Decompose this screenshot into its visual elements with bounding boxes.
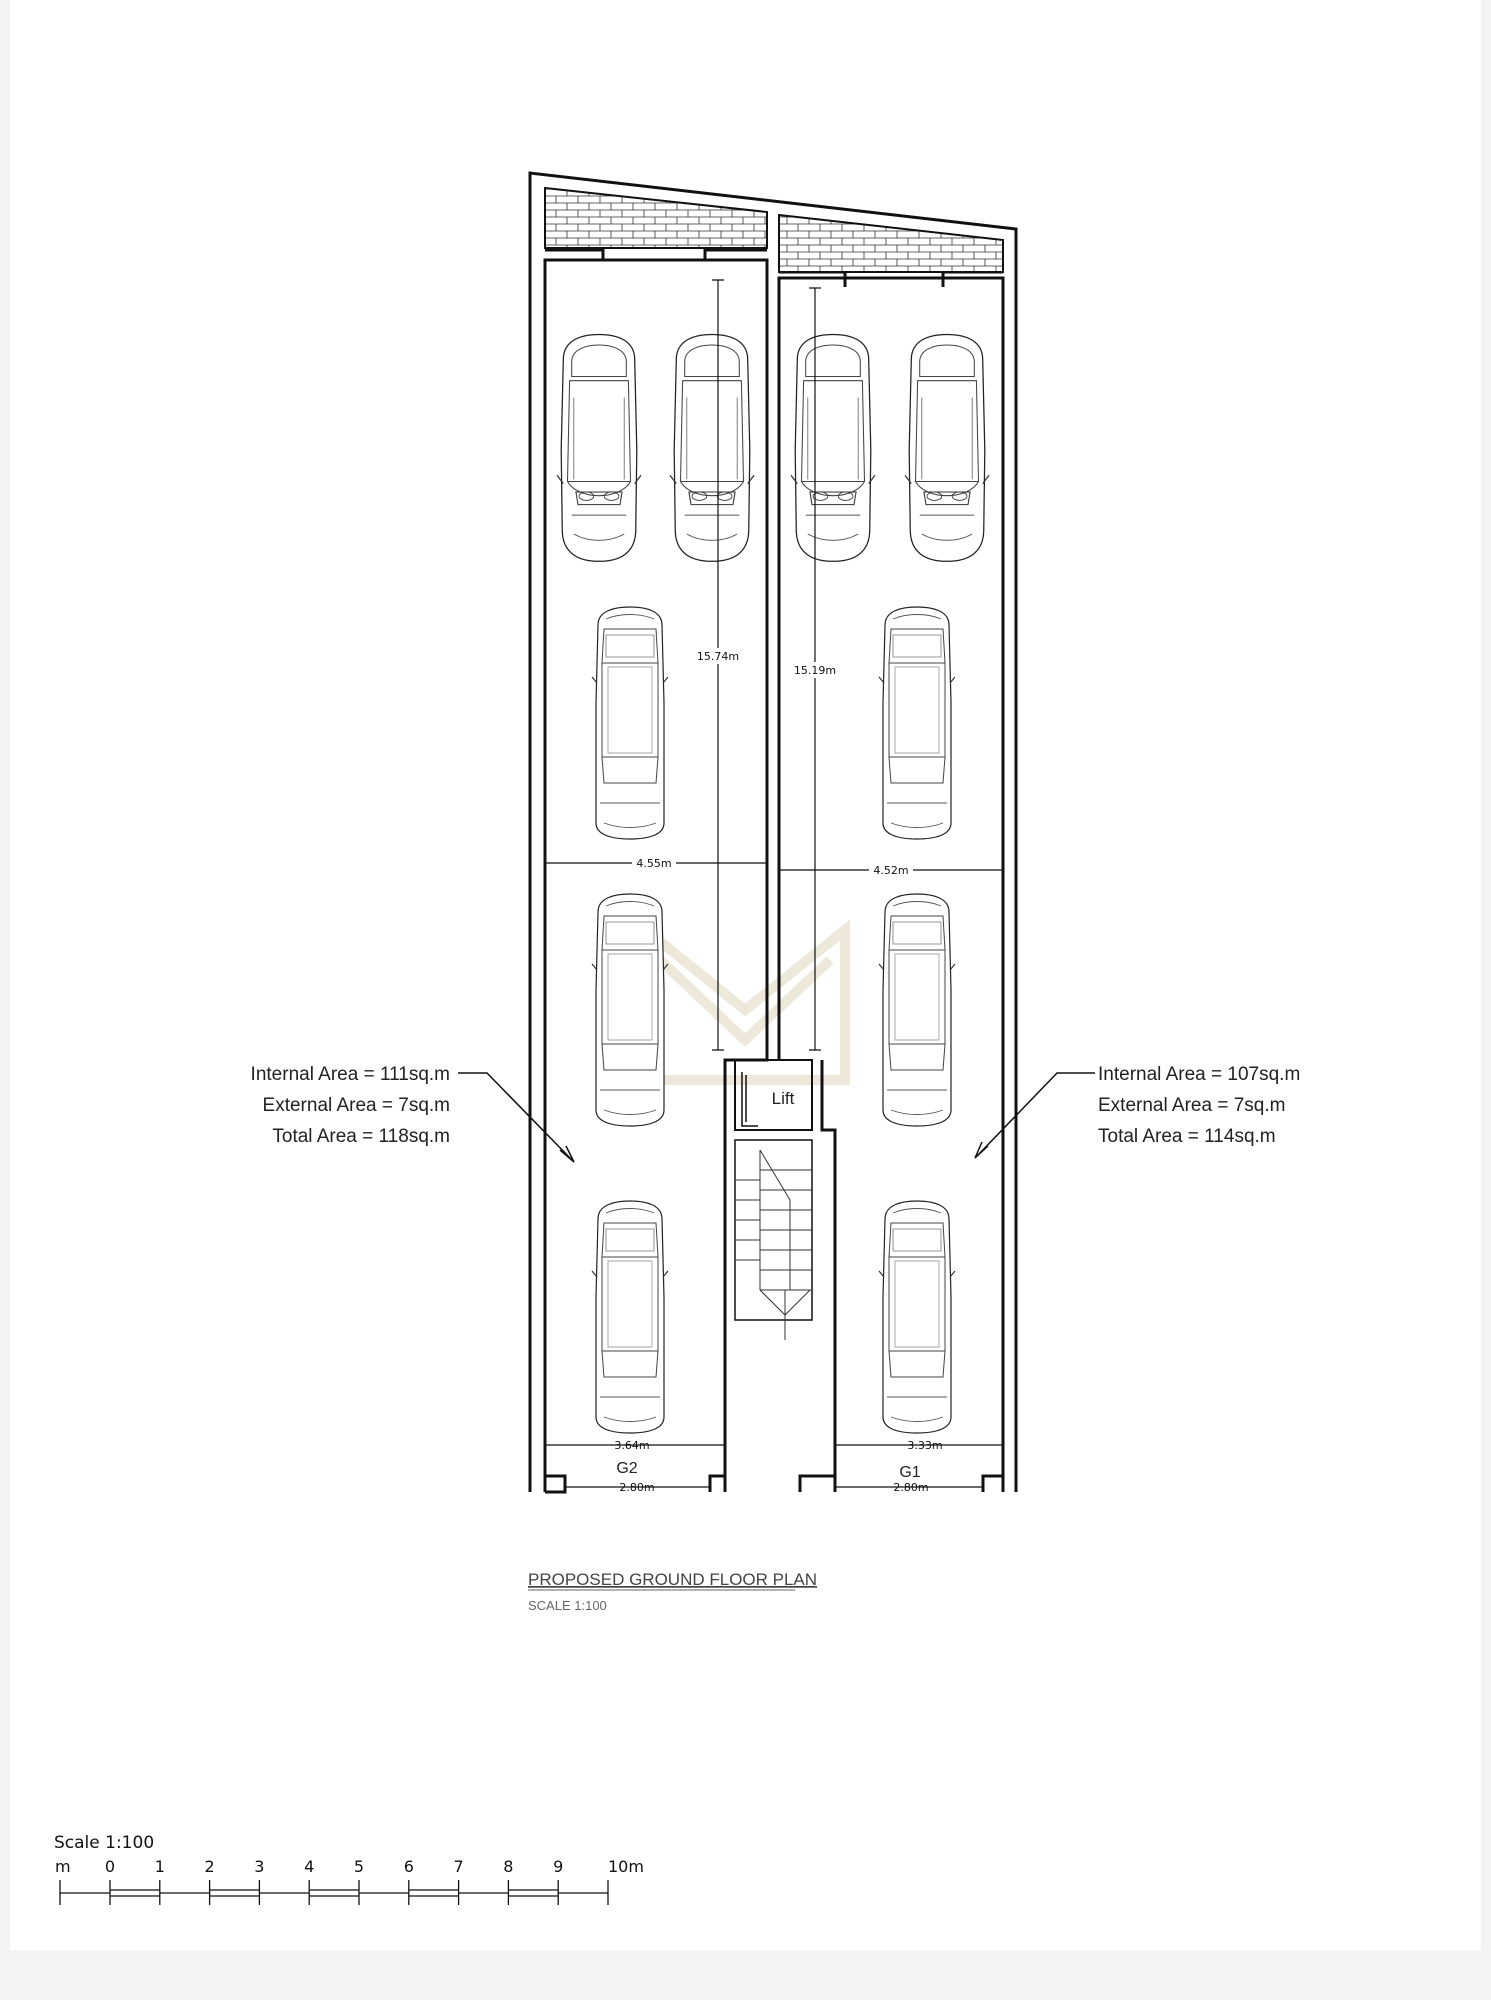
scale-tick-label: 1 (154, 1857, 165, 1876)
car-right-3 (879, 607, 955, 839)
right-total-area: Total Area = 114sq.m (1098, 1126, 1276, 1147)
paper-sheet (10, 0, 1481, 1950)
left-rear-width-dimension: 3.64m (614, 1439, 650, 1452)
left-total-area: Total Area = 118sq.m (272, 1126, 450, 1147)
car-right-4 (879, 894, 955, 1126)
scale-tick-label: 2 (204, 1857, 215, 1876)
left-external-area: External Area = 7sq.m (262, 1095, 450, 1116)
left-width-dimension: 4.55m (636, 857, 672, 870)
scale-unit-mark: m (55, 1857, 71, 1876)
left-length-dimension: 15.74m (696, 650, 740, 663)
car-left-4 (592, 894, 668, 1126)
scale-tick-label: 10m (608, 1857, 644, 1876)
scale-tick-label: 4 (304, 1857, 315, 1876)
scale-tick-label: 3 (254, 1857, 265, 1876)
car-left-1 (557, 335, 641, 562)
right-length-dimension: 15.19m (793, 664, 837, 677)
left-door-dimension: 2.80m (619, 1481, 655, 1494)
scale-tick-label: 0 (104, 1857, 116, 1876)
car-left-5 (592, 1201, 668, 1433)
scale-tick-label: 8 (503, 1857, 514, 1876)
car-right-1 (791, 335, 875, 562)
right-rear-width-dimension: 3.33m (907, 1439, 943, 1452)
scale-tick-label: 9 (553, 1857, 564, 1876)
scale-tick-label: 5 (353, 1857, 365, 1876)
right-door-dimension: 2.80m (893, 1481, 929, 1494)
right-internal-area: Internal Area = 107sq.m (1098, 1064, 1301, 1085)
scale-bar-label: Scale 1:100 (54, 1833, 155, 1853)
car-right-5 (879, 1201, 955, 1433)
plan-scale-note: SCALE 1:100 (528, 1598, 607, 1613)
plan-title: PROPOSED GROUND FLOOR PLAN (528, 1570, 818, 1589)
right-width-dimension: 4.52m (873, 864, 909, 877)
scale-tick-label: 6 (403, 1857, 414, 1876)
car-left-2 (670, 335, 754, 562)
unit-id-right: G1 (899, 1464, 921, 1481)
left-internal-area: Internal Area = 111sq.m (250, 1064, 450, 1085)
car-left-3 (592, 607, 668, 839)
right-external-area: External Area = 7sq.m (1098, 1095, 1286, 1116)
car-right-2 (905, 335, 989, 562)
unit-id-left: G2 (616, 1460, 638, 1477)
lift-label: Lift (771, 1089, 795, 1108)
scale-tick-label: 7 (453, 1857, 464, 1876)
